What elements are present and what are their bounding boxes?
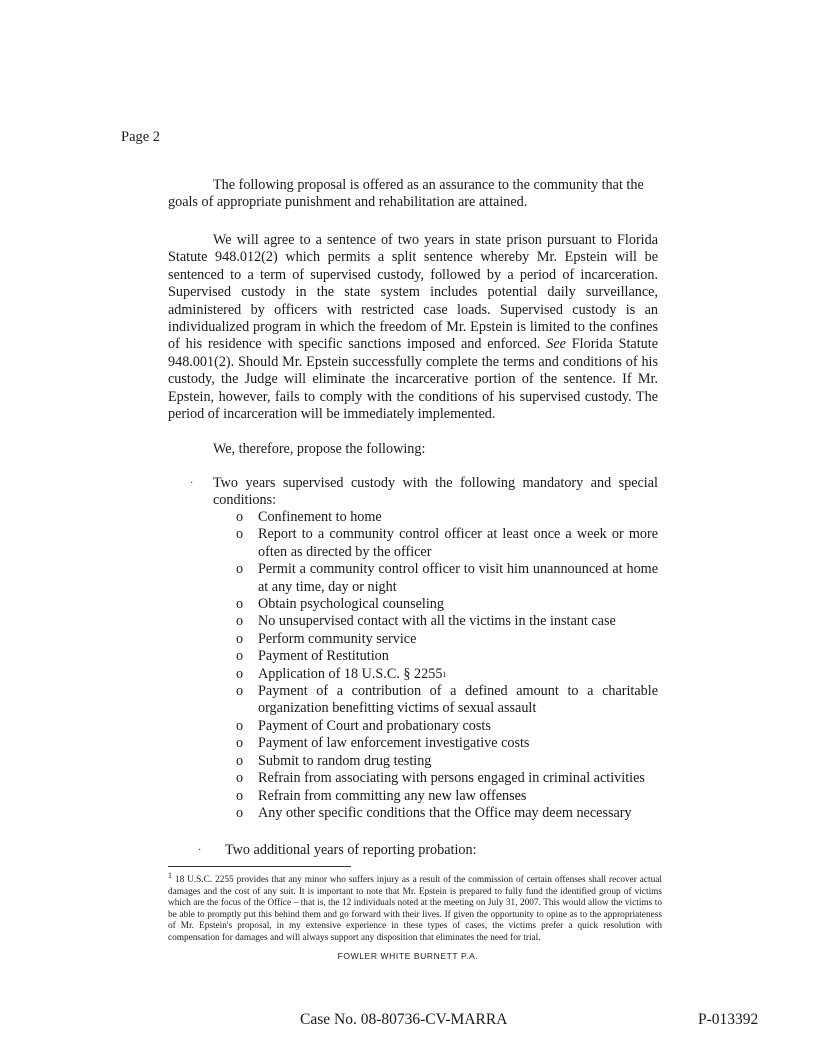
condition-item bbox=[236, 613, 658, 630]
page-label: Page 2 bbox=[121, 129, 161, 145]
therefore-line: We, therefore, propose the following: bbox=[213, 441, 426, 457]
footnote-text: 18 U.S.C. 2255 provides that any minor who suffers injury as a result of the commission of certain offenses shall recover actual damages and the cost of any suit. It is important to note that Mr. Epstein is prepared to fully fund the identified group of victims which are the focus of the Office – that is, the 12 individuals noted at the meeting on July 31, 2007. This would allow the victims to be able to promptly put this behind them and go forward with their lives. If given the opportunity to opine as to the appropriateness of Mr. Epstein's proposal, in my extensive experience in these types of cases, the victims prefer a quick resolution with compensation for damages and will always support any disposition that eliminates the need for trial. bbox=[168, 875, 662, 944]
condition-item bbox=[236, 683, 658, 718]
sub-bullet-marker: o bbox=[236, 665, 244, 682]
footnote bbox=[168, 870, 662, 945]
footnote-number: 1 bbox=[168, 871, 172, 880]
condition-item bbox=[236, 561, 658, 596]
condition-item bbox=[236, 666, 658, 683]
condition-text: Submit to random drug testing bbox=[258, 752, 432, 769]
condition-item bbox=[236, 735, 658, 752]
condition-item bbox=[236, 648, 658, 665]
sub-bullet-marker: o bbox=[236, 648, 244, 665]
conditions-list bbox=[236, 509, 658, 822]
condition-item bbox=[236, 718, 658, 735]
sub-bullet-marker: o bbox=[236, 752, 244, 769]
condition-text: Report to a community control officer at least once a week or more often as directed by the officer bbox=[258, 526, 658, 560]
condition-item bbox=[236, 509, 658, 526]
supervised-custody-bullet: Two years supervised custody with the following mandatory and special conditions: bbox=[213, 475, 658, 509]
condition-text: Obtain psychological counseling bbox=[258, 596, 444, 613]
bullet-dot: · bbox=[190, 478, 194, 489]
case-number: Case No. 08-80736-CV-MARRA bbox=[300, 1011, 508, 1028]
sub-bullet-marker: o bbox=[236, 735, 244, 752]
condition-text: Payment of law enforcement investigative costs bbox=[258, 735, 530, 752]
footnote-ref: 1 bbox=[442, 669, 447, 679]
condition-item bbox=[236, 631, 658, 648]
sub-bullet-marker: o bbox=[236, 613, 244, 630]
see-citation: See bbox=[546, 336, 566, 353]
intro-line-1: The following proposal is offered as an assurance to the community that the bbox=[213, 177, 644, 193]
sub-bullet-marker: o bbox=[236, 596, 244, 613]
condition-text: Permit a community control officer to visit him unannounced at home at any time, day or night bbox=[258, 561, 658, 595]
condition-text: Application of 18 U.S.C. § 2255 bbox=[258, 665, 443, 682]
proposal-text-2: Florida Statute 948.001(2). Should Mr. Epstein successfully complete the terms and conditions of his custody, the Judge will eliminate the incarcerative portion of the sentence. If Mr. Epstein, however, fails to comply with the conditions of his supervised custody. The period of incarceration will be immediately implemented. bbox=[168, 336, 658, 423]
sub-bullet-marker: o bbox=[236, 509, 244, 525]
condition-text: Payment of Court and probationary costs bbox=[258, 717, 491, 734]
condition-text: Perform community service bbox=[258, 630, 417, 647]
sub-bullet-marker: o bbox=[236, 770, 244, 787]
condition-item bbox=[236, 770, 658, 787]
intro-paragraph bbox=[168, 177, 658, 212]
condition-text: Confinement to home bbox=[258, 509, 382, 525]
sub-bullet-marker: o bbox=[236, 683, 244, 700]
proposal-paragraph bbox=[168, 232, 658, 423]
sub-bullet-marker: o bbox=[236, 630, 244, 647]
condition-item bbox=[236, 753, 658, 770]
probation-bullet: Two additional years of reporting probation: bbox=[225, 842, 477, 858]
firm-name: FOWLER WHITE BURNETT P.A. bbox=[337, 951, 479, 961]
condition-text: Refrain from associating with persons engaged in criminal activities bbox=[258, 770, 645, 787]
condition-item bbox=[236, 596, 658, 613]
sub-bullet-marker: o bbox=[236, 787, 244, 804]
condition-text: Any other specific conditions that the Office may deem necessary bbox=[258, 804, 632, 821]
sub-bullet-marker: o bbox=[236, 717, 244, 734]
condition-item bbox=[236, 526, 658, 561]
bullet-dot: · bbox=[198, 845, 202, 856]
condition-text: No unsupervised contact with all the victims in the instant case bbox=[258, 613, 616, 630]
condition-text: Payment of a contribution of a defined amount to a charitable organization benefitting victims of sexual assault bbox=[258, 683, 658, 717]
condition-item bbox=[236, 805, 658, 822]
footnote-rule bbox=[168, 866, 351, 867]
proposal-text-1: We will agree to a sentence of two years in state prison pursuant to Florida Statute 948.012(2) which permits a split sentence whereby Mr. Epstein will be sentenced to a term of supervised custody, followed by a period of incarceration. Supervised custody in the state system includes potential daily surveillance, administered by officers with restricted case loads. Supervised custody is an individualized program in which the freedom of Mr. Epstein is limited to the confines of his residence with specific sanctions imposed and enforced. bbox=[168, 232, 658, 353]
condition-text: Refrain from committing any new law offenses bbox=[258, 787, 527, 804]
condition-item bbox=[236, 788, 658, 805]
sub-bullet-marker: o bbox=[236, 804, 244, 821]
sub-bullet-marker: o bbox=[236, 561, 244, 578]
sub-bullet-marker: o bbox=[236, 526, 244, 543]
condition-text: Payment of Restitution bbox=[258, 648, 389, 665]
bates-number: P-013392 bbox=[698, 1011, 759, 1028]
intro-line-2: goals of appropriate punishment and rehabilitation are attained. bbox=[168, 194, 528, 211]
